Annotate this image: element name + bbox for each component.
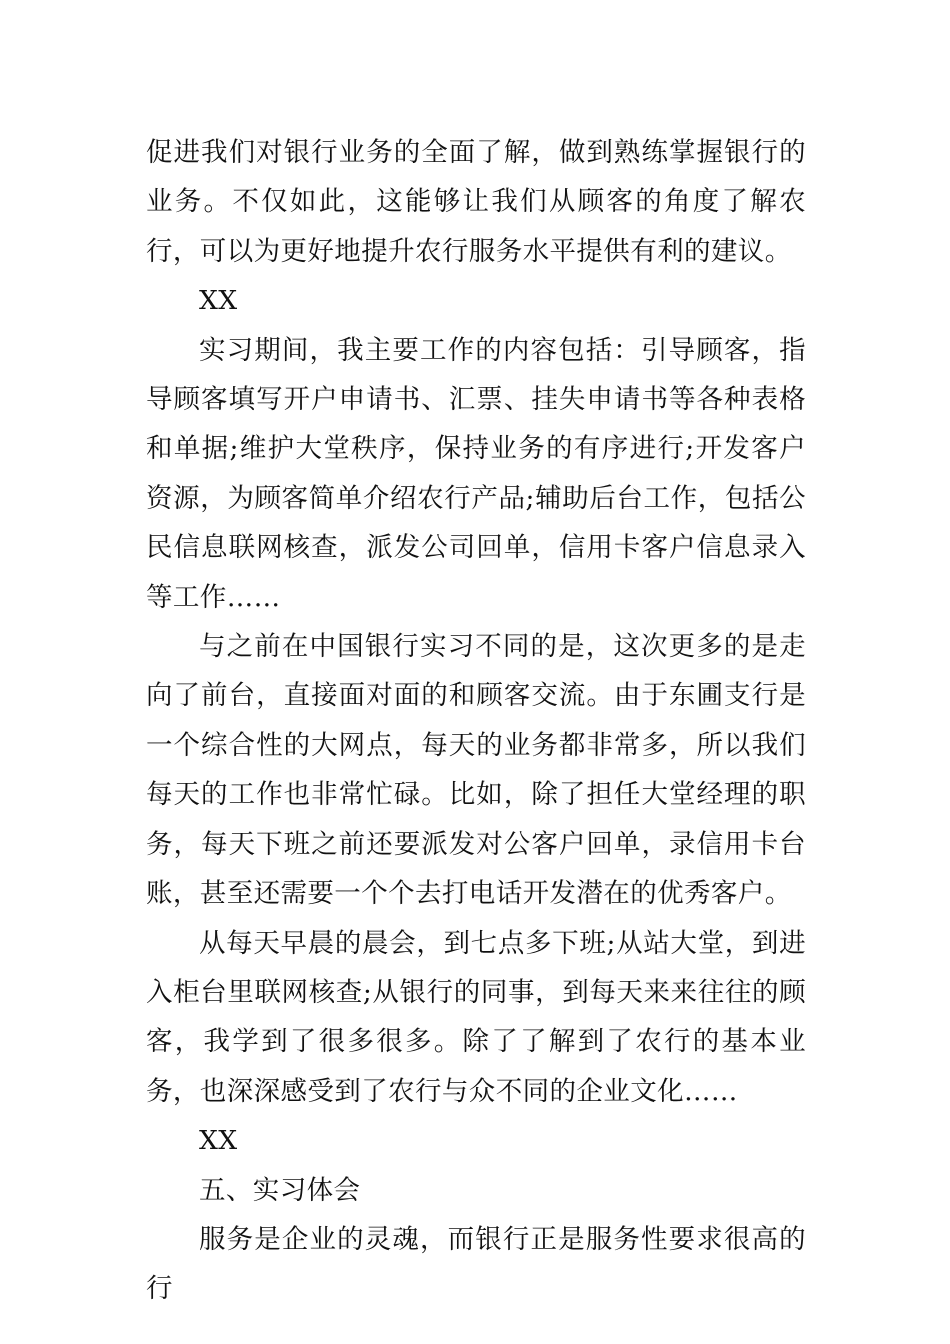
paragraph-work-content: 实习期间，我主要工作的内容包括：引导顾客，指导顾客填写开户申请书、汇票、挂失申请书等各种表格和单据;维护大堂秩序，保持业务的有序进行;开发客户资源，为顾客简单介绍农行产品;辅助后台工作，包括公民信息联网核查，派发公司回单，信用卡客户信息录入等工作……	[146, 334, 806, 613]
document-body	[146, 128, 806, 1314]
paragraph-daily-learning: 从每天早晨的晨会，到七点多下班;从站大堂，到进入柜台里联网核查;从银行的同事，到每天来来往往的顾客，我学到了很多很多。除了了解到了农行的基本业务，也深深感受到了农行与众不同的企业文化……	[146, 927, 806, 1107]
section-heading-internship-reflection: 五、实习体会	[199, 1174, 361, 1206]
paragraph-continuation: 促进我们对银行业务的全面了解，做到熟练掌握银行的业务。不仅如此，这能够让我们从顾客的角度了解农行，可以为更好地提升农行服务水平提供有利的建议。	[146, 137, 806, 267]
paragraph-service-soul: 服务是企业的灵魂，而银行正是服务性要求很高的行	[146, 1223, 806, 1305]
placeholder-heading: XX	[199, 1125, 238, 1157]
placeholder-heading: XX	[199, 285, 238, 317]
paragraph-frontdesk-experience: 与之前在中国银行实习不同的是，这次更多的是走向了前台，直接面对面的和顾客交流。由于东圃支行是一个综合性的大网点，每天的业务都非常多，所以我们每天的工作也非常忙碌。比如，除了担任大堂经理的职务，每天下班之前还要派发对公客户回单，录信用卡台账，甚至还需要一个个去打电话开发潜在的优秀客户。	[146, 631, 806, 910]
